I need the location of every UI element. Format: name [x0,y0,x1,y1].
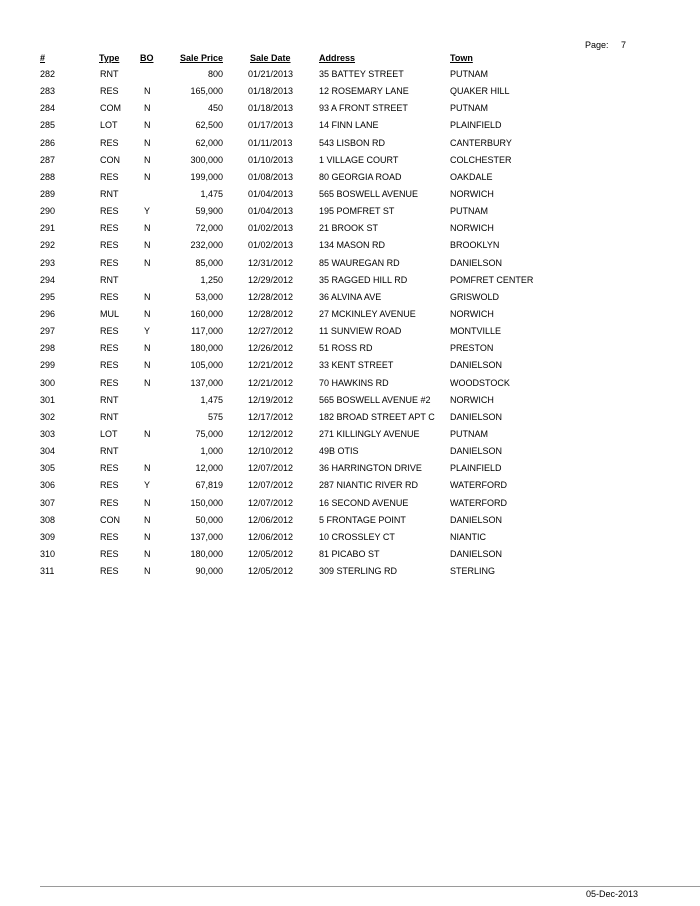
row-bo: N [144,154,151,165]
row-address: 14 FINN LANE [319,120,379,131]
page-label: Page: [585,40,609,50]
row-sale-price: 1,475 [200,394,223,405]
row-number: 292 [40,240,56,251]
row-address: 80 GEORGIA ROAD [319,171,402,182]
table-row [0,566,700,583]
row-town: PLAINFIELD [450,120,502,131]
row-address: 565 BOSWELL AVENUE #2 [319,394,431,405]
row-sale-date: 12/28/2012 [248,291,294,302]
row-number: 302 [40,411,56,422]
row-number: 288 [40,171,56,182]
row-type: RES [100,566,119,577]
row-town: WATERFORD [450,497,507,508]
table-row [0,275,700,292]
row-sale-date: 12/06/2012 [248,514,294,525]
row-bo: N [144,463,151,474]
column-header-sale-price: Sale Price [179,53,223,63]
row-sale-price: 117,000 [191,326,223,337]
row-sale-price: 62,000 [195,137,223,148]
row-number: 282 [40,69,56,79]
row-town: MONTVILLE [450,326,502,337]
row-town: PUTNAM [450,69,488,79]
row-bo: N [144,120,151,131]
row-type: RNT [100,446,119,457]
row-number: 300 [40,377,56,388]
row-number: 299 [40,360,56,371]
row-type: RES [100,223,119,234]
row-type: RES [100,291,119,302]
row-bo: Y [144,326,151,337]
row-town: PUTNAM [450,103,488,114]
row-sale-price: 800 [207,69,223,79]
row-sale-date: 01/08/2013 [248,171,294,182]
row-address: 36 ALVINA AVE [319,291,382,302]
table-row [0,292,700,309]
row-bo: Y [144,480,151,491]
row-town: GRISWOLD [450,291,500,302]
row-sale-price: 67,819 [195,480,223,491]
row-sale-price: 85,000 [195,257,223,268]
row-type: RES [100,548,119,559]
row-sale-price: 180,000 [190,343,223,354]
row-sale-date: 01/18/2013 [248,103,294,114]
row-number: 301 [40,394,56,405]
table-row [0,549,700,566]
row-number: 287 [40,154,56,165]
row-bo: N [144,223,151,234]
row-bo: N [144,103,151,114]
row-number: 289 [40,188,56,199]
row-address: 565 BOSWELL AVENUE [319,188,419,199]
row-town: BROOKLYN [450,240,500,251]
footer-divider [40,886,700,887]
row-sale-date: 12/28/2012 [248,308,294,319]
row-bo: N [144,291,151,302]
table-row [0,258,700,275]
table-row [0,309,700,326]
row-type: RES [100,497,119,508]
row-sale-date: 01/11/2013 [248,137,293,148]
row-sale-price: 105,000 [190,360,223,371]
row-number: 308 [40,514,56,525]
row-town: NIANTIC [450,531,486,542]
row-type: COM [100,103,121,114]
table-row [0,515,700,532]
row-number: 309 [40,531,56,542]
row-address: 70 HAWKINS RD [319,377,389,388]
row-sale-date: 01/04/2013 [248,188,294,199]
row-address: 49B OTIS [319,446,359,457]
row-type: CON [100,514,120,525]
column-header-type: Type [99,53,120,63]
table-row [0,69,700,86]
row-number: 310 [40,548,56,559]
row-number: 291 [40,223,56,234]
row-sale-price: 1,475 [200,188,223,199]
table-row [0,532,700,549]
row-town: WATERFORD [450,480,507,491]
row-address: 27 MCKINLEY AVENUE [319,308,416,319]
row-type: RNT [100,274,119,285]
row-type: RES [100,377,119,388]
row-bo: N [144,566,151,577]
table-row [0,378,700,395]
row-sale-date: 01/02/2013 [248,240,294,251]
row-type: RES [100,343,119,354]
row-sale-date: 12/05/2012 [248,548,294,559]
table-row [0,463,700,480]
row-sale-date: 01/04/2013 [248,206,294,217]
row-sale-price: 1,000 [200,446,223,457]
row-address: 11 SUNVIEW ROAD [319,326,402,337]
table-row [0,86,700,103]
column-header-sale-date: Sale Date [250,53,291,63]
column-header-bo: BO [140,53,154,63]
row-number: 294 [40,274,56,285]
row-bo: N [144,360,151,371]
table-row [0,103,700,120]
row-address: 10 CROSSLEY CT [319,531,395,542]
row-type: RES [100,86,119,97]
table-row [0,189,700,206]
row-number: 307 [40,497,56,508]
row-address: 12 ROSEMARY LANE [319,86,409,97]
column-header-number: # [40,53,46,63]
row-type: MUL [100,308,120,319]
row-address: 93 A FRONT STREET [319,103,408,114]
row-sale-price: 75,000 [195,428,223,439]
row-address: 36 HARRINGTON DRIVE [319,463,422,474]
row-address: 309 STERLING RD [319,566,398,577]
row-sale-date: 01/21/2013 [248,69,294,79]
table-row [0,360,700,377]
row-address: 85 WAUREGAN RD [319,257,400,268]
row-number: 306 [40,480,56,491]
table-row [0,138,700,155]
table-row [0,240,700,257]
row-address: 134 MASON RD [319,240,386,251]
row-town: DANIELSON [450,257,503,268]
row-type: RES [100,326,119,337]
row-sale-price: 450 [207,103,223,114]
table-row [0,343,700,360]
row-town: NORWICH [450,188,494,199]
row-sale-date: 12/10/2012 [248,446,294,457]
row-address: 35 RAGGED HILL RD [319,274,408,285]
row-type: CON [100,154,120,165]
row-bo: N [144,137,151,148]
row-type: RNT [100,394,119,405]
row-bo: N [144,86,151,97]
row-bo: N [144,308,151,319]
row-type: LOT [100,428,118,439]
row-sale-price: 300,000 [190,154,223,165]
row-town: DANIELSON [450,411,503,422]
row-number: 283 [40,86,56,97]
row-type: RES [100,257,119,268]
row-number: 286 [40,137,56,148]
row-sale-price: 1,250 [200,274,223,285]
table-row [0,223,700,240]
row-bo: N [144,514,151,525]
row-sale-price: 12,000 [195,463,223,474]
sales-table-body [0,69,700,583]
row-sale-date: 12/17/2012 [248,411,294,422]
row-town: STERLING [450,566,496,577]
row-number: 305 [40,463,56,474]
row-sale-price: 53,000 [195,291,223,302]
row-bo: N [144,377,151,388]
row-sale-price: 50,000 [195,514,223,525]
row-sale-date: 12/21/2012 [248,360,294,371]
row-number: 295 [40,291,56,302]
row-type: RES [100,206,119,217]
table-row [0,412,700,429]
row-sale-price: 137,000 [190,531,223,542]
table-row [0,446,700,463]
row-address: 51 ROSS RD [319,343,373,354]
row-number: 296 [40,308,56,319]
row-type: RES [100,480,119,491]
row-bo: N [144,343,151,354]
row-town: DANIELSON [450,548,503,559]
row-sale-price: 62,500 [195,120,223,131]
row-type: RES [100,171,119,182]
table-row [0,395,700,412]
row-sale-price: 165,000 [190,86,223,97]
row-town: PRESTON [450,343,494,354]
row-bo: N [144,548,151,559]
row-number: 304 [40,446,56,457]
row-number: 293 [40,257,56,268]
row-sale-date: 12/19/2012 [248,394,294,405]
row-town: DANIELSON [450,514,503,525]
row-town: POMFRET CENTER [450,274,533,285]
row-address: 182 BROAD STREET APT C [319,411,435,422]
row-bo: N [144,497,151,508]
row-town: PUTNAM [450,428,488,439]
row-type: LOT [100,120,118,131]
table-row [0,120,700,137]
table-row [0,498,700,515]
footer-date: 05-Dec-2013 [586,889,639,899]
row-number: 303 [40,428,56,439]
row-sale-price: 232,000 [190,240,223,251]
row-sale-date: 12/27/2012 [248,326,294,337]
row-type: RES [100,240,119,251]
row-sale-price: 59,900 [195,206,223,217]
table-row [0,429,700,446]
table-row [0,155,700,172]
column-header-address: Address [319,53,356,63]
row-sale-price: 199,000 [190,171,223,182]
row-address: 543 LISBON RD [319,137,386,148]
row-sale-price: 137,000 [190,377,223,388]
row-sale-date: 12/07/2012 [248,480,294,491]
row-bo: N [144,240,151,251]
row-sale-date: 12/29/2012 [248,274,294,285]
row-type: RES [100,531,119,542]
row-sale-date: 01/17/2013 [248,120,294,131]
row-address: 271 KILLINGLY AVENUE [319,428,420,439]
row-town: COLCHESTER [450,154,512,165]
row-town: CANTERBURY [450,137,512,148]
page-number: 7 [621,40,627,50]
row-sale-price: 575 [207,411,223,422]
row-number: 285 [40,120,56,131]
row-number: 298 [40,343,56,354]
row-type: RNT [100,69,119,79]
table-row [0,172,700,189]
row-bo: Y [144,206,151,217]
row-bo: N [144,171,151,182]
row-town: OAKDALE [450,171,493,182]
row-type: RNT [100,188,119,199]
row-sale-date: 12/26/2012 [248,343,294,354]
row-address: 287 NIANTIC RIVER RD [319,480,419,491]
row-sale-date: 12/31/2012 [248,257,294,268]
row-address: 195 POMFRET ST [319,206,395,217]
row-number: 284 [40,103,56,114]
row-sale-date: 12/06/2012 [248,531,294,542]
row-sale-date: 12/05/2012 [248,566,294,577]
row-sale-date: 12/12/2012 [248,428,294,439]
table-row [0,206,700,223]
row-number: 290 [40,206,56,217]
row-town: WOODSTOCK [450,377,510,388]
row-address: 81 PICABO ST [319,548,380,559]
row-town: NORWICH [450,223,494,234]
row-sale-price: 180,000 [190,548,223,559]
row-sale-date: 01/18/2013 [248,86,294,97]
row-town: DANIELSON [450,446,503,457]
row-type: RES [100,137,119,148]
row-bo: N [144,531,151,542]
row-sale-date: 12/21/2012 [248,377,294,388]
row-town: NORWICH [450,394,494,405]
row-number: 311 [40,566,55,577]
row-address: 35 BATTEY STREET [319,69,404,79]
row-sale-date: 12/07/2012 [248,463,294,474]
row-sale-date: 12/07/2012 [248,497,294,508]
row-bo: N [144,428,151,439]
row-type: RES [100,360,119,371]
row-number: 297 [40,326,56,337]
row-town: PUTNAM [450,206,488,217]
row-sale-price: 160,000 [190,308,223,319]
row-sale-price: 150,000 [190,497,223,508]
row-address: 16 SECOND AVENUE [319,497,409,508]
row-type: RES [100,463,119,474]
row-town: QUAKER HILL [450,86,510,97]
row-bo: N [144,257,151,268]
row-type: RNT [100,411,119,422]
table-row [0,480,700,497]
row-address: 5 FRONTAGE POINT [319,514,406,525]
row-address: 33 KENT STREET [319,360,394,371]
row-sale-date: 01/10/2013 [248,154,294,165]
row-sale-price: 90,000 [195,566,223,577]
table-row [0,326,700,343]
row-sale-date: 01/02/2013 [248,223,294,234]
row-town: DANIELSON [450,360,503,371]
row-address: 1 VILLAGE COURT [319,154,399,165]
row-address: 21 BROOK ST [319,223,379,234]
row-town: NORWICH [450,308,494,319]
row-sale-price: 72,000 [195,223,223,234]
column-header-town: Town [450,53,473,63]
row-town: PLAINFIELD [450,463,502,474]
